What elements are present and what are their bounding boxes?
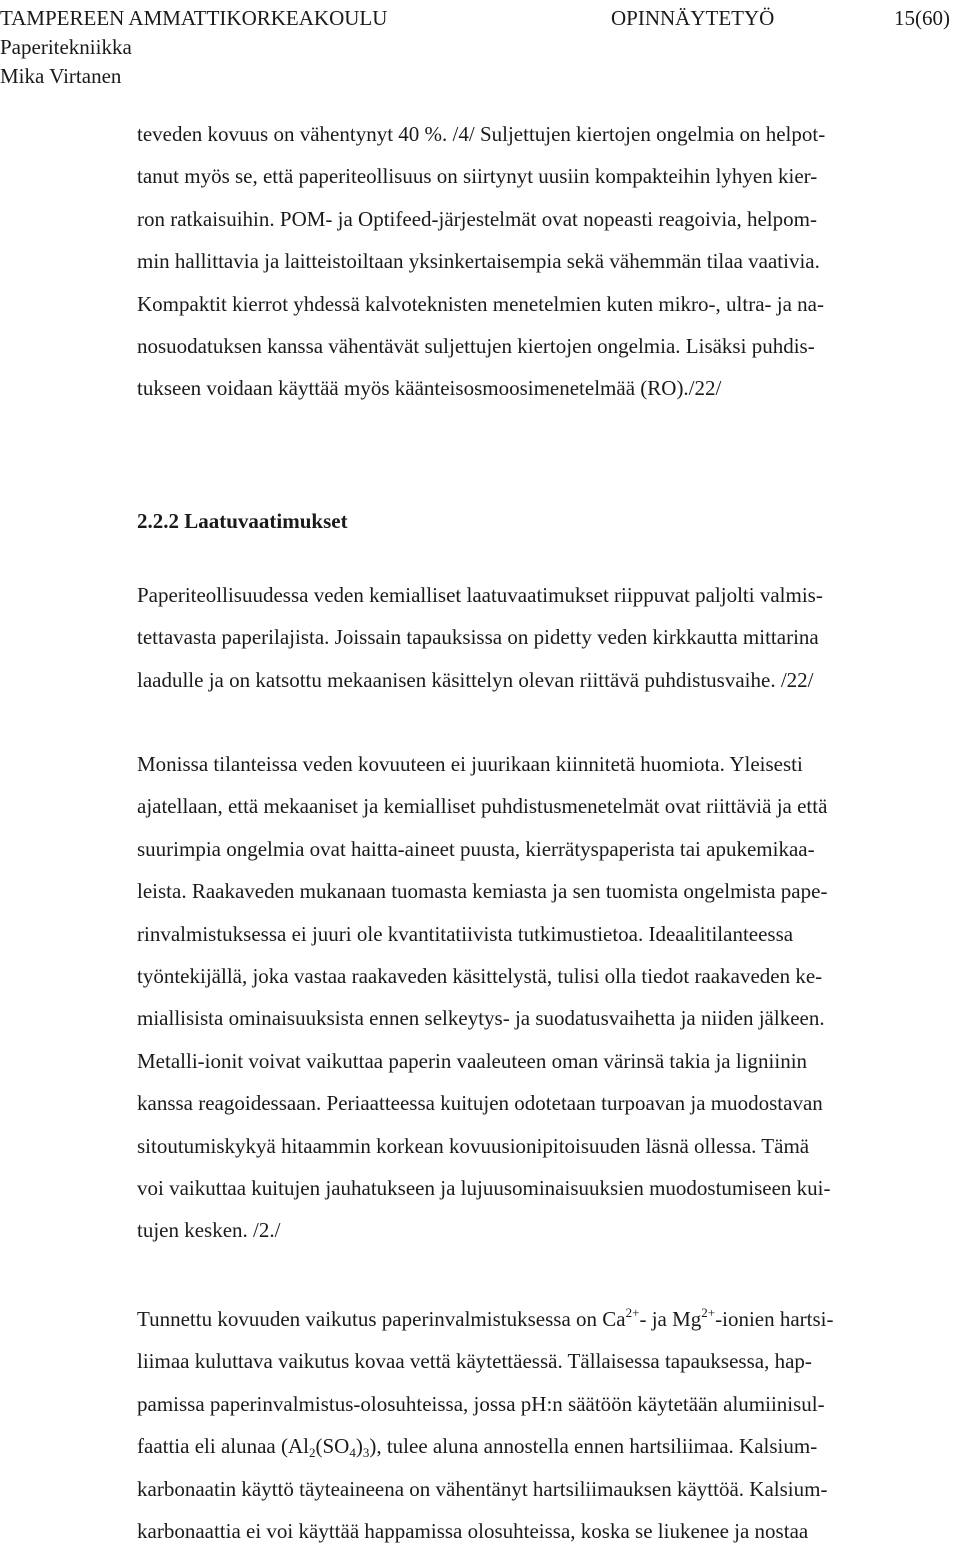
paragraph-line: sitoutumiskykyä hitaammin korkean kovuusionipitoisuuden läsnä ollessa. Tämä (137, 1133, 810, 1158)
paragraph-line: rinvalmistuksessa ei juuri ole kvantitatiivista tutkimustietoa. Ideaalitilanteessa (137, 921, 794, 946)
paragraph-line: ajatellaan, että mekaaniset ja kemialliset puhdistusmenetelmät ovat riittäviä ja että (137, 794, 828, 819)
text-run: ), tulee aluna annostella ennen hartsiliimaa. Kalsium- (369, 1434, 818, 1459)
header-row-department (0, 33, 960, 62)
header-row-top (0, 4, 960, 33)
page-header (0, 4, 960, 91)
paragraph-line: kanssa reagoidessaan. Periaatteessa kuitujen odotetaan turpoavan ja muodostavan (137, 1091, 823, 1116)
superscript: 2+ (625, 1305, 640, 1320)
subscript: 4 (349, 1445, 356, 1461)
paragraph-line (137, 1298, 959, 1340)
paragraph-line: tujen kesken. /2./ (137, 1218, 281, 1243)
paragraph-line: liimaa kuluttava vaikutus kovaa vettä käytettäessä. Tällaisessa tapauksessa, hap- (137, 1349, 812, 1374)
paragraph-line: leista. Raakaveden mukanaan tuomasta kemiasta ja sen tuomista ongelmista pape- (137, 879, 828, 904)
text-run: (SO (315, 1434, 350, 1459)
subscript: 3 (362, 1445, 370, 1461)
paragraph-line: nosuodatuksen kanssa vähentävät suljettujen kiertojen ongelmia. Lisäksi puhdis- (137, 334, 815, 359)
paragraph-line: min hallittavia ja laitteistoiltaan yksinkertaisempia sekä vähemmän tilaa vaativia. (137, 249, 820, 274)
paragraph-line: suurimpia ongelmia ovat haitta-aineet puusta, kierrätyspaperista tai apukemikaa- (137, 836, 815, 861)
text-run: - ja Mg (639, 1307, 702, 1331)
page-number: 15(60) (894, 6, 950, 30)
paragraph-line: ron ratkaisuihin. POM- ja Optifeed-järjestelmät ovat nopeasti reagoivia, helpom- (137, 206, 817, 231)
paragraph-line: teveden kovuus on vähentynyt 40 %. /4/ Suljettujen kiertojen ongelmia on helpot- (137, 122, 826, 146)
paragraph-line: miallisista ominaisuuksista ennen selkeytys- ja suodatusvaihetta ja niiden jälkeen. (137, 1006, 825, 1031)
text-run: ) (355, 1434, 363, 1459)
paragraph-line: voi vaikuttaa kuitujen jauhatukseen ja lujuusominaisuuksien muodostumiseen kui- (137, 1176, 831, 1201)
section-heading: 2.2.2 Laatuvaatimukset (137, 509, 348, 533)
paragraph-line: Monissa tilanteissa veden kovuuteen ei juurikaan kiinnitetä huomiota. Yleisesti (137, 752, 803, 776)
paragraph-2 (137, 574, 959, 701)
paragraph-line: työntekijällä, joka vastaa raakaveden käsittelystä, tulisi olla tiedot raakaveden ke- (137, 964, 823, 989)
paragraph-line: karbonaatin käyttö täyteaineena on vähentänyt hartsiliimauksen käyttöä. Kalsium- (137, 1476, 828, 1501)
document-type: OPINNÄYTETYÖ (611, 6, 775, 30)
author-name: Mika Virtanen (0, 64, 122, 88)
paragraph-line: tanut myös se, että paperiteollisuus on siirtynyt uusiin kompakteihin lyhyen kier- (137, 164, 818, 189)
header-row-author (0, 62, 960, 91)
paragraph-3 (137, 743, 959, 1252)
paragraph-line: karbonaattia ei voi käyttää happamissa olosuhteissa, koska se liukenee ja nostaa (137, 1519, 809, 1544)
paragraph-line: tettavasta paperilajista. Joissain tapauksissa on pidetty veden kirkkautta mittarina (137, 625, 819, 650)
paragraph-line: tukseen voidaan käyttää myös käänteisosmoosimenetelmää (RO)./22/ (137, 376, 722, 401)
paragraph-line: Kompaktit kierrot yhdessä kalvoteknisten menetelmien kuten mikro-, ultra- ja na- (137, 291, 824, 316)
superscript: 2+ (701, 1305, 716, 1320)
text-run: Tunnettu kovuuden vaikutus paperinvalmistuksessa on Ca (137, 1307, 626, 1331)
paragraph-line (137, 1425, 959, 1467)
institution-name: TAMPEREEN AMMATTIKORKEAKOULU (0, 6, 388, 30)
paragraph-line: Metalli-ionit voivat vaikuttaa paperin vaaleuteen oman värinsä takia ja ligniinin (137, 1048, 808, 1073)
paragraph-line: Paperiteollisuudessa veden kemialliset laatuvaatimukset riippuvat paljolti valmis- (137, 583, 823, 607)
paragraph-line: pamissa paperinvalmistus-olosuhteissa, jossa pH:n säätöön käytetään alumiinisul- (137, 1391, 825, 1416)
text-run: -ionien hartsi- (715, 1307, 834, 1331)
paragraph-1 (137, 113, 959, 410)
department-name: Paperitekniikka (0, 35, 132, 59)
paragraph-line: laadulle ja on katsottu mekaanisen käsittelyn olevan riittävä puhdistusvaihe. /22/ (137, 667, 814, 692)
text-run: faattia eli alunaa (Al (137, 1434, 309, 1459)
paragraph-4 (137, 1298, 959, 1552)
subscript: 2 (309, 1445, 316, 1461)
